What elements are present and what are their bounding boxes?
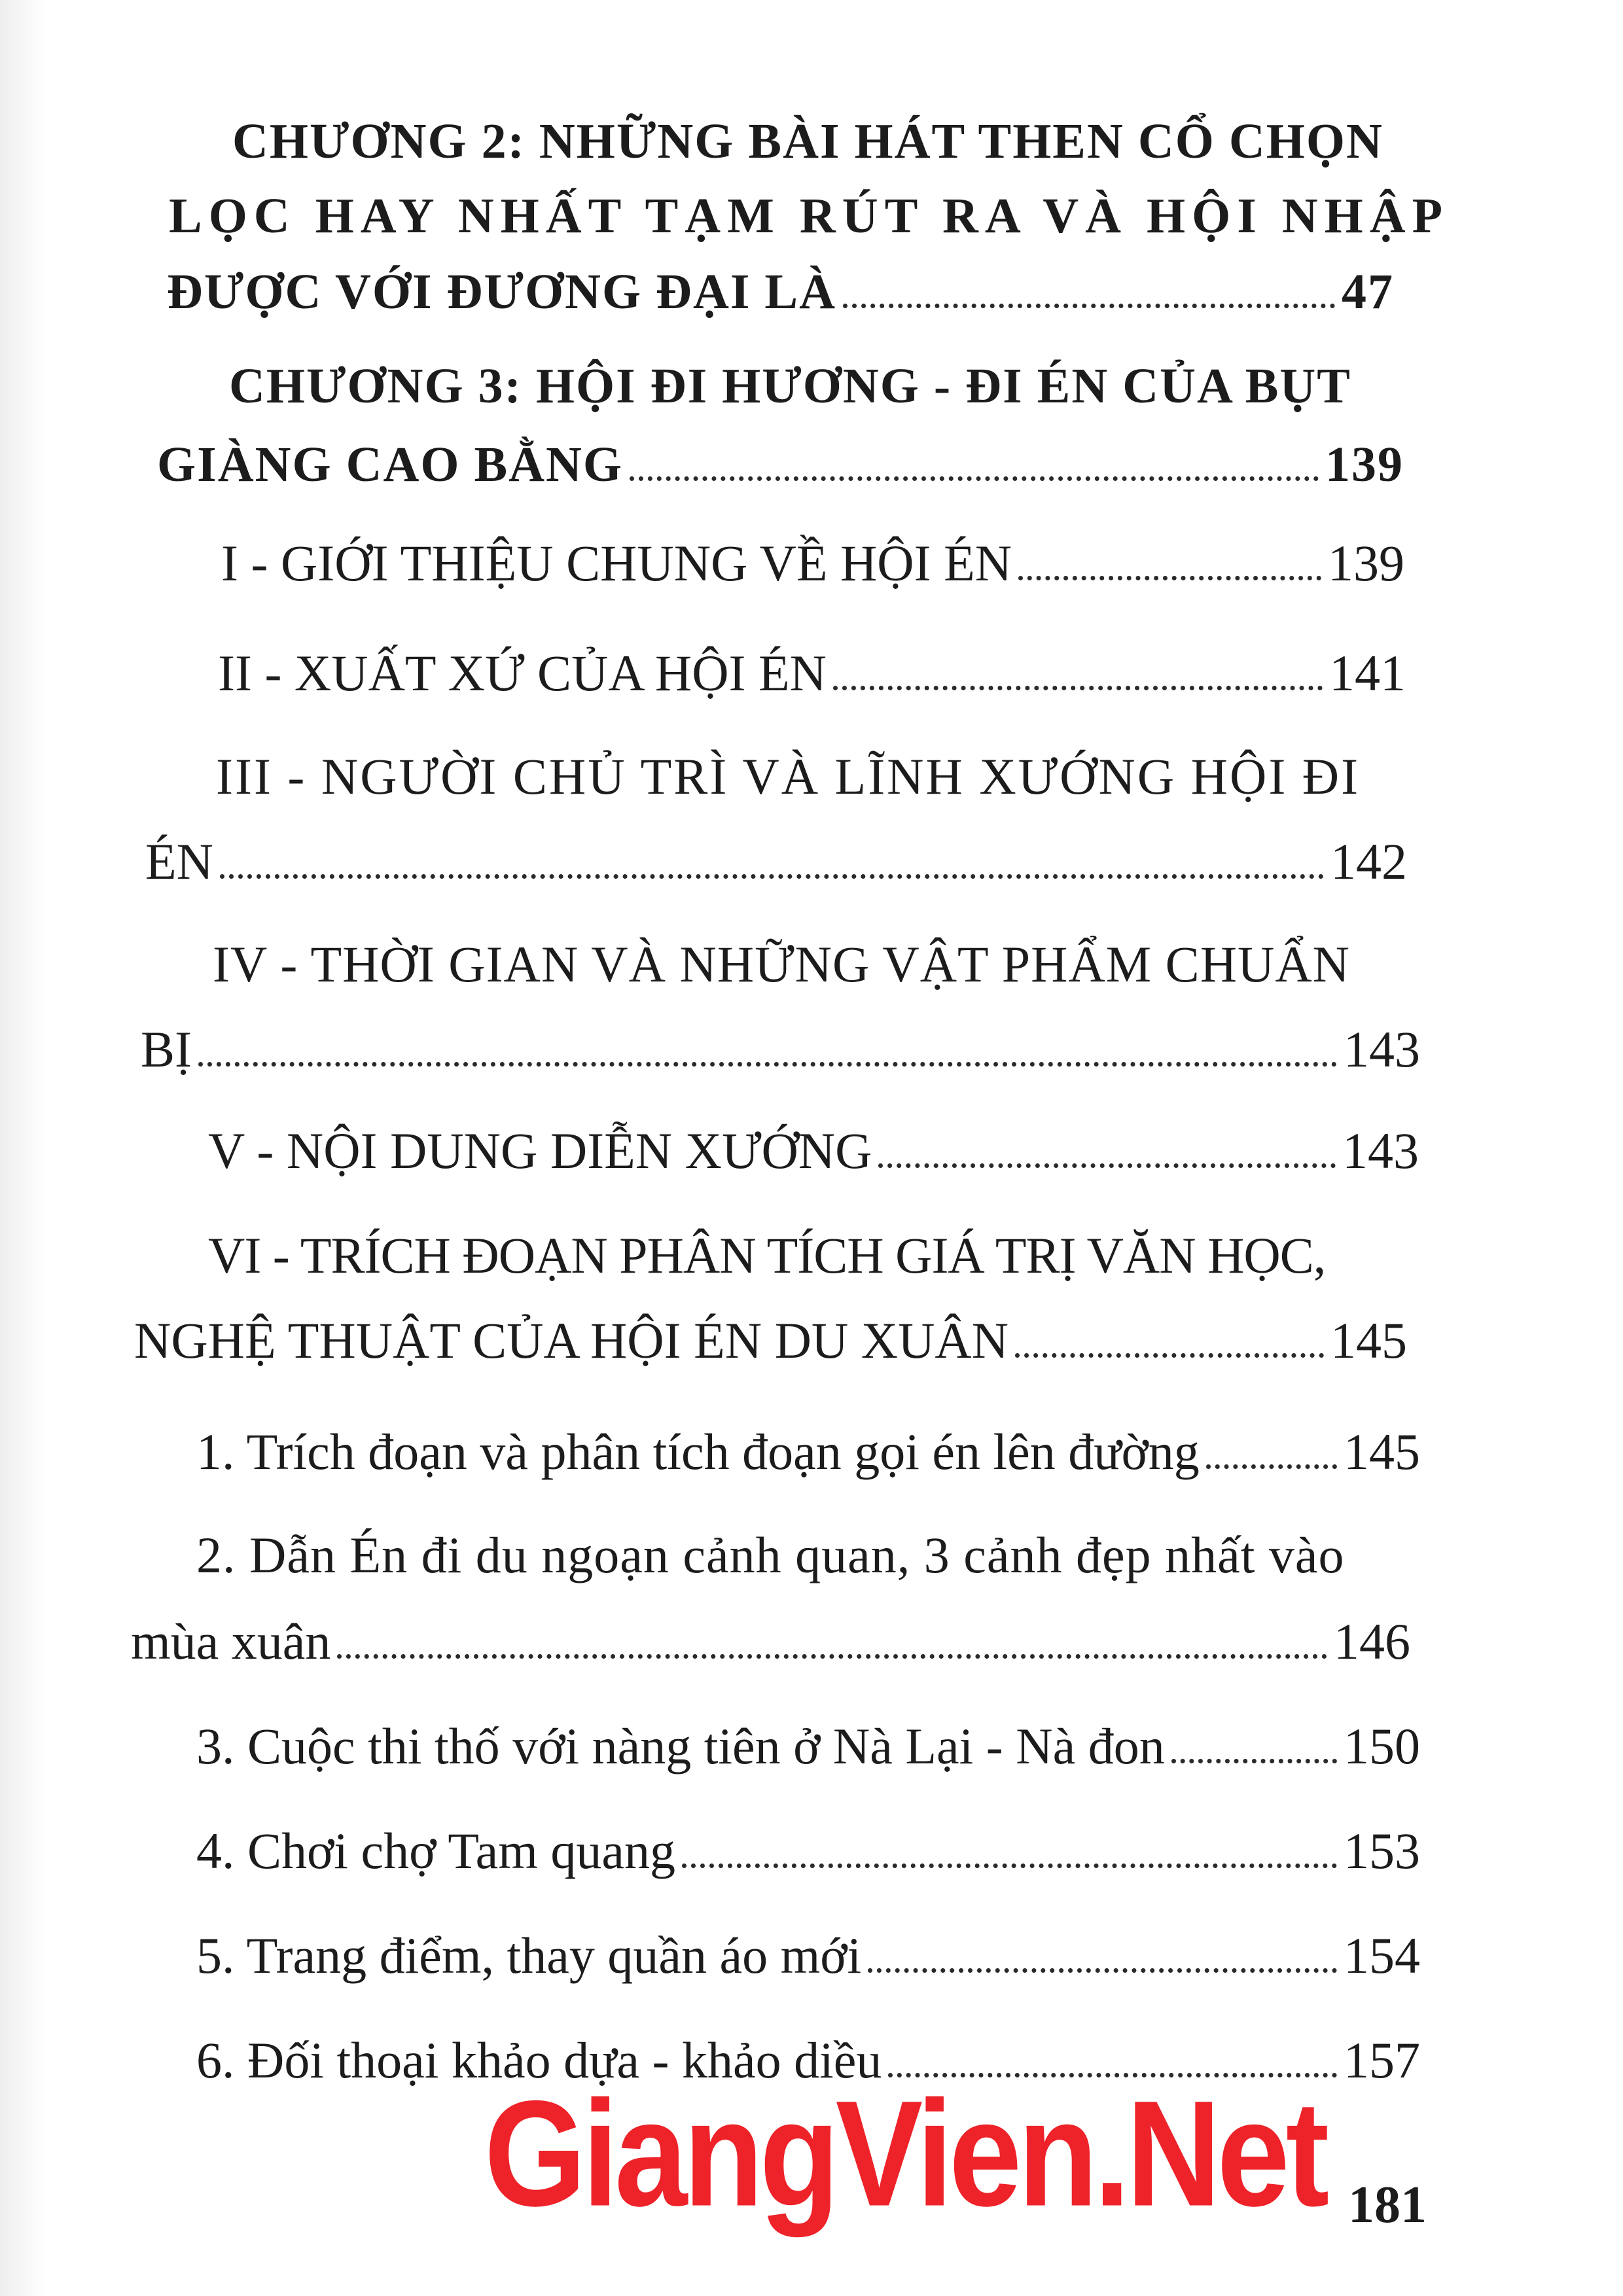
toc-entry-section-4-line-2[interactable]: BỊ 143 — [141, 1021, 1420, 1078]
toc-entry-item-2-line-1: 2. Dẫn Én đi du ngoạn cảnh quan, 3 cảnh đẹp nhất vào — [196, 1527, 1345, 1583]
dot-leader — [843, 304, 1335, 308]
toc-entry-item-4[interactable]: 4. Chơi chợ Tam quang 153 — [196, 1822, 1420, 1879]
toc-page-number: 139 — [1325, 437, 1404, 492]
toc-page-number: 154 — [1344, 1927, 1420, 1984]
page-number: 181 — [1348, 2176, 1427, 2234]
toc-entry-chuong-3-line-1: CHƯƠNG 3: HỘI ĐI HƯƠNG - ĐI ÉN CỦA BỤT — [229, 359, 1351, 414]
dot-leader — [878, 1163, 1336, 1168]
dot-leader — [220, 874, 1324, 879]
dot-leader — [682, 1863, 1337, 1868]
toc-entry-item-5[interactable]: 5. Trang điểm, thay quần áo mới 154 — [196, 1927, 1420, 1984]
toc-page-number: 145 — [1330, 1312, 1407, 1369]
toc-entry-section-5[interactable]: V - NỘI DUNG DIỄN XƯỚNG 143 — [208, 1122, 1419, 1179]
toc-page-number: 143 — [1342, 1122, 1419, 1179]
toc-page-number: 146 — [1334, 1613, 1410, 1670]
toc-page-number: 139 — [1328, 535, 1404, 592]
dot-leader — [833, 686, 1323, 690]
watermark-logo: GiangVien.Net — [484, 2070, 1326, 2238]
dot-leader — [868, 1968, 1337, 1973]
toc-page-number: 157 — [1344, 2032, 1420, 2089]
toc-page-number: 143 — [1344, 1021, 1420, 1078]
toc-entry-section-3-line-2[interactable]: ÉN 142 — [145, 833, 1407, 890]
dot-leader — [1171, 1759, 1337, 1763]
dot-leader — [630, 476, 1319, 481]
toc-page-number: 145 — [1344, 1423, 1420, 1480]
toc-entry-section-6-line-1: VI - TRÍCH ĐOẠN PHÂN TÍCH GIÁ TRỊ VĂN HỌC, — [208, 1227, 1326, 1284]
dot-leader — [1018, 576, 1321, 580]
dot-leader — [1206, 1464, 1337, 1469]
dot-leader — [337, 1654, 1327, 1659]
dot-leader — [198, 1062, 1337, 1067]
toc-entry-section-4-line-1: IV - THỜI GIAN VÀ NHỮNG VẬT PHẨM CHUẨN — [213, 936, 1351, 993]
toc-entry-section-2[interactable]: II - XUẤT XỨ CỦA HỘI ÉN 141 — [218, 645, 1406, 701]
toc-entry-chuong-2-line-3[interactable]: ĐƯỢC VỚI ĐƯƠNG ĐẠI LÀ 47 — [167, 264, 1394, 319]
toc-page-number: 150 — [1344, 1718, 1420, 1775]
toc-entry-chuong-3-line-2[interactable]: GIÀNG CAO BẰNG 139 — [157, 437, 1404, 492]
toc-entry-section-6-line-2[interactable]: NGHỆ THUẬT CỦA HỘI ÉN DU XUÂN 145 — [134, 1312, 1407, 1369]
toc-entry-item-3[interactable]: 3. Cuộc thi thố với nàng tiên ở Nà Lại - Nà đon 150 — [196, 1718, 1420, 1775]
toc-entry-section-3-line-1: III - NGƯỜI CHỦ TRÌ VÀ LĨNH XƯỚNG HỘI ĐI — [216, 748, 1361, 805]
toc-entry-item-2-line-2[interactable]: mùa xuân 146 — [131, 1613, 1410, 1670]
toc-entry-chuong-2-line-2: LỌC HAY NHẤT TẠM RÚT RA VÀ HỘI NHẬP — [169, 188, 1450, 243]
toc-entry-item-1[interactable]: 1. Trích đoạn và phân tích đoạn gọi én lên đường 145 — [196, 1423, 1420, 1480]
toc-entry-section-1[interactable]: I - GIỚI THIỆU CHUNG VỀ HỘI ÉN 139 — [221, 535, 1404, 592]
toc-page-number: 153 — [1344, 1822, 1420, 1879]
toc-page-number: 141 — [1329, 645, 1406, 701]
toc-entry-chuong-2-line-1: CHƯƠNG 2: NHỮNG BÀI HÁT THEN CỔ CHỌN — [232, 114, 1383, 169]
toc-entry-item-6[interactable]: 6. Đối thoại khảo dựa - khảo diều 157 — [196, 2032, 1420, 2089]
toc-page-number: 142 — [1330, 833, 1407, 890]
dot-leader — [1015, 1353, 1324, 1358]
toc-page-number: 47 — [1342, 264, 1394, 319]
